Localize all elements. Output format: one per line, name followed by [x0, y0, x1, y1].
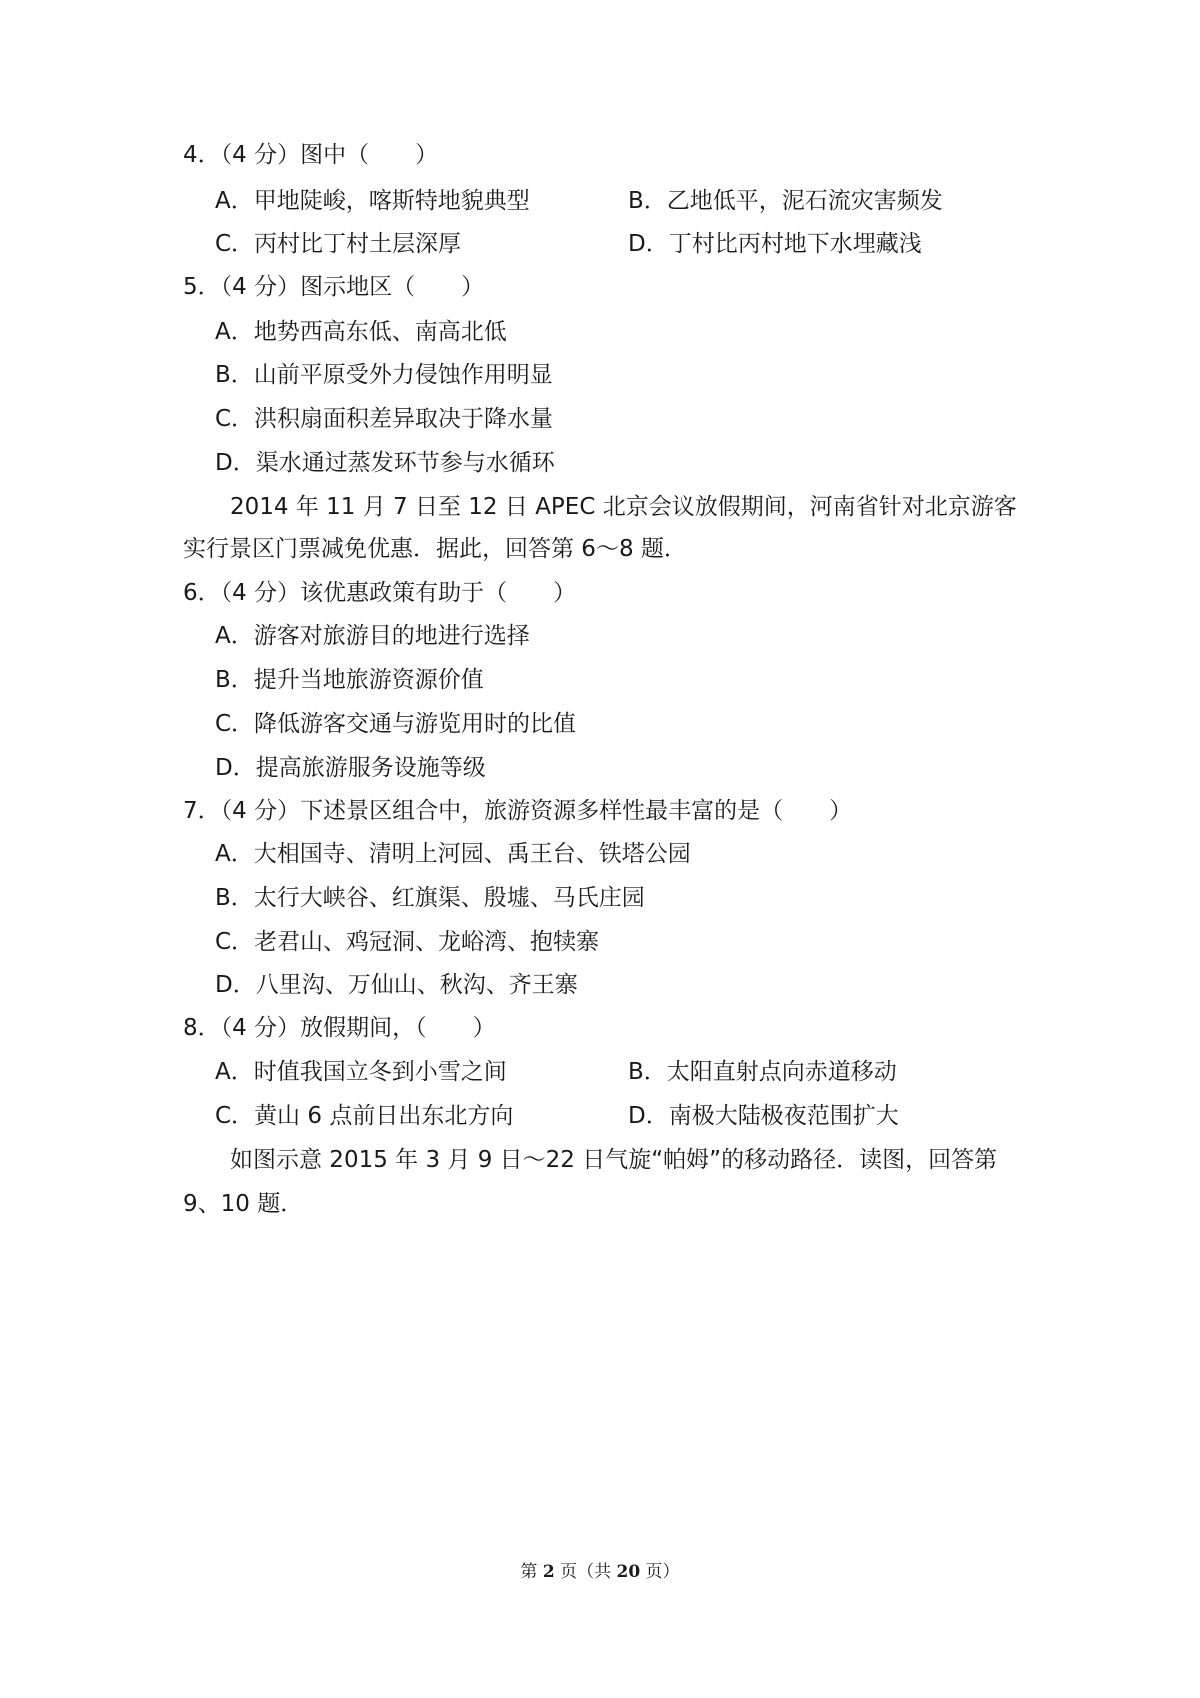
question-5-option-c: C．洪积扇面积差异取决于降水量 [215, 406, 554, 432]
question-8-option-a: A．时值我国立冬到小雪之间 [215, 1059, 507, 1085]
question-6-stem: 6．（4 分）该优惠政策有助于（ ） [183, 580, 577, 606]
question-4-option-a: A．甲地陡峻，喀斯特地貌典型 [215, 188, 530, 214]
question-7-option-d: D．八里沟、万仙山、秋沟、齐王寨 [215, 972, 578, 998]
question-6-option-a: A．游客对旅游目的地进行选择 [215, 623, 530, 649]
footer-total-pages: 20 [616, 1562, 641, 1582]
question-6-option-c: C．降低游客交通与游览用时的比值 [215, 711, 577, 737]
question-6-option-b: B．提升当地旅游资源价值 [215, 667, 484, 693]
question-5-option-d: D．渠水通过蒸发环节参与水循环 [215, 450, 555, 476]
question-4-stem: 4．（4 分）图中（ ） [183, 142, 439, 168]
page-footer [0, 1560, 1200, 1584]
question-5-stem: 5．（4 分）图示地区（ ） [183, 274, 485, 300]
footer-middle: 页（共 [554, 1562, 617, 1582]
question-5-option-a: A．地势西高东低、南高北低 [215, 319, 507, 345]
question-6-option-d: D．提高旅游服务设施等级 [215, 755, 486, 781]
footer-suffix: 页） [640, 1562, 680, 1582]
question-8-stem: 8．（4 分）放假期间，（ ） [183, 1015, 496, 1041]
question-4-option-b: B．乙地低平，泥石流灾害频发 [628, 188, 943, 214]
question-7-stem: 7．（4 分）下述景区组合中，旅游资源多样性最丰富的是（ ） [183, 798, 853, 824]
question-5-option-b: B．山前平原受外力侵蚀作用明显 [215, 362, 553, 388]
question-4-option-c: C．丙村比丁村土层深厚 [215, 231, 462, 257]
question-7-option-c: C．老君山、鸡冠洞、龙峪湾、抱犊寨 [215, 929, 600, 955]
question-7-option-b: B．太行大峡谷、红旗渠、殷墟、马氏庄园 [215, 885, 645, 911]
question-8-option-c: C．黄山 6 点前日出东北方向 [215, 1103, 514, 1129]
question-4-option-d: D．丁村比丙村地下水埋藏浅 [628, 231, 922, 257]
passage-apec-line-1: 2014 年 11 月 7 日至 12 日 APEC 北京会议放假期间，河南省针对北京游客 [230, 494, 1017, 520]
footer-prefix: 第 [520, 1562, 543, 1582]
question-8-option-d: D．南极大陆极夜范围扩大 [628, 1103, 899, 1129]
passage-cyclone-line-2: 9、10 题． [183, 1191, 304, 1217]
passage-cyclone-line-1: 如图示意 2015 年 3 月 9 日～22 日气旋“帕姆”的移动路径．读图，回答第 [230, 1147, 998, 1173]
question-8-option-b: B．太阳直射点向赤道移动 [628, 1059, 897, 1085]
passage-apec-line-2: 实行景区门票减免优惠．据此，回答第 6～8 题． [183, 536, 687, 562]
footer-page-number: 2 [542, 1562, 555, 1582]
question-7-option-a: A．大相国寺、清明上河园、禹王台、铁塔公园 [215, 841, 691, 867]
